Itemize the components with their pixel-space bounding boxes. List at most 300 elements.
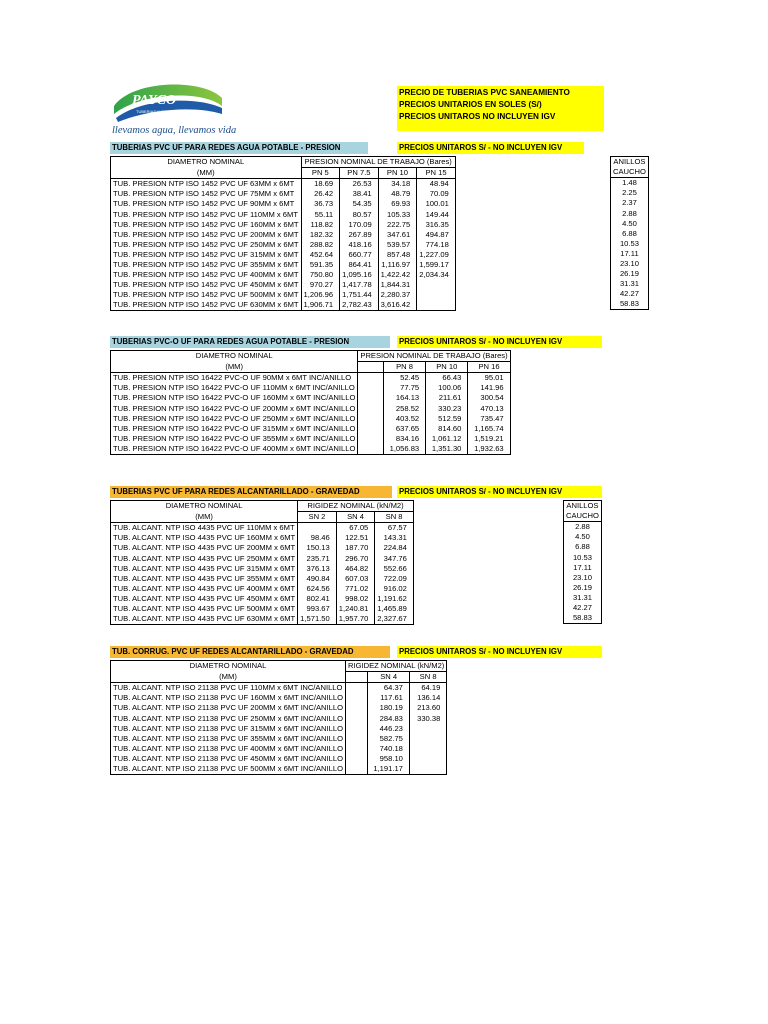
product-name: TUB. ALCANT. NTP ISO 21138 PVC UF 400MM x 6MT INC/ANILLO [111, 744, 346, 754]
price-cell: 582.75 [368, 734, 410, 744]
price-cell [358, 444, 384, 455]
price-cell [346, 703, 368, 713]
price-cell [346, 764, 368, 775]
table-row [111, 523, 414, 534]
price-cell: 376.13 [298, 564, 337, 574]
table-row [111, 403, 511, 413]
column-header: SN 4 [336, 512, 375, 523]
product-name: TUB. PRESION NTP ISO 1452 PVC UF 63MM x 6MT [111, 179, 302, 190]
price-note: PRECIOS UNITAROS S/ - NO INCLUYEN IGV [397, 142, 584, 154]
table-row [611, 239, 649, 249]
section-title: TUBERIAS PVC UF PARA REDES ALCANTARILLADO - GRAVEDAD [110, 486, 392, 498]
price-cell: 1,751.44 [340, 290, 379, 300]
price-cell: 750.80 [301, 270, 340, 280]
price-cell [358, 383, 384, 393]
table-row [564, 542, 602, 552]
price-cell: 316.35 [417, 220, 456, 230]
table-row [564, 583, 602, 593]
price-cell: 464.82 [336, 564, 375, 574]
price-cell: 993.67 [298, 604, 337, 614]
column-header: PN 8 [383, 362, 425, 373]
table-row [111, 393, 511, 403]
price-cell: 258.52 [383, 403, 425, 413]
table-row [611, 259, 649, 269]
price-cell: 916.02 [375, 584, 414, 594]
table-row [111, 250, 456, 260]
table-row [111, 543, 414, 553]
mm-header: (MM) [111, 362, 358, 373]
anillo-price-cell: 42.27 [564, 603, 602, 613]
price-cell: 70.09 [417, 189, 456, 199]
logo-subtext: TUBERIAS Y CONEXIONES [136, 109, 188, 114]
price-cell: 2,034.34 [417, 270, 456, 280]
column-header: PN 10 [378, 168, 417, 179]
product-name: TUB. PRESION NTP ISO 16422 PVC-O UF 90MM x 6MT INC/ANILLO [111, 373, 358, 384]
product-name: TUB. PRESION NTP ISO 1452 PVC UF 355MM x 6MT [111, 260, 302, 270]
price-cell: 1,165.74 [468, 424, 510, 434]
table-row [611, 249, 649, 259]
price-cell: 150.13 [298, 543, 337, 553]
price-table [110, 660, 447, 775]
anillo-price-cell: 23.10 [611, 259, 649, 269]
price-cell: 446.23 [368, 724, 410, 734]
product-name: TUB. ALCANT. NTP ISO 4435 PVC UF 630MM x 6MT [111, 614, 298, 625]
price-cell: 740.18 [368, 744, 410, 754]
price-cell: 1,906.71 [301, 300, 340, 311]
product-name: TUB. ALCANT. NTP ISO 21138 PVC UF 355MM x 6MT INC/ANILLO [111, 734, 346, 744]
caucho-label: CAUCHO [564, 511, 602, 522]
anillo-price-cell: 42.27 [611, 289, 649, 299]
anillo-price-cell: 17.11 [611, 249, 649, 259]
mm-header: (MM) [111, 512, 298, 523]
price-cell: 224.84 [375, 543, 414, 553]
price-cell: 330.38 [409, 713, 446, 723]
column-header: SN 8 [409, 672, 446, 683]
price-cell: 735.47 [468, 414, 510, 424]
table-row [111, 434, 511, 444]
price-cell: 118.82 [301, 220, 340, 230]
price-cell [346, 744, 368, 754]
table-row [611, 289, 649, 299]
table-row [111, 744, 447, 754]
price-cell: 1,227.09 [417, 250, 456, 260]
price-cell [417, 290, 456, 300]
column-header: SN 4 [368, 672, 410, 683]
price-cell [346, 683, 368, 694]
mm-header: (MM) [111, 168, 302, 179]
product-name: TUB. PRESION NTP ISO 16422 PVC-O UF 250MM x 6MT INC/ANILLO [111, 414, 358, 424]
price-cell [409, 764, 446, 775]
price-note: PRECIOS UNITAROS S/ - NO INCLUYEN IGV [397, 646, 602, 658]
table-row [611, 198, 649, 208]
price-cell: 330.23 [426, 403, 468, 413]
price-cell: 98.46 [298, 533, 337, 543]
product-name: TUB. PRESION NTP ISO 1452 PVC UF 90MM x 6MT [111, 199, 302, 209]
price-cell [346, 693, 368, 703]
price-cell: 403.52 [383, 414, 425, 424]
product-name: TUB. PRESION NTP ISO 1452 PVC UF 500MM x 6MT [111, 290, 302, 300]
price-cell: 958.10 [368, 754, 410, 764]
column-header: PN 7.5 [340, 168, 379, 179]
price-cell: 1,116.97 [378, 260, 417, 270]
price-cell: 100.06 [426, 383, 468, 393]
product-name: TUB. ALCANT. NTP ISO 4435 PVC UF 400MM x 6MT [111, 584, 298, 594]
table-row [111, 584, 414, 594]
anillo-price-cell: 2.37 [611, 198, 649, 208]
price-cell: 170.09 [340, 220, 379, 230]
price-cell: 637.65 [383, 424, 425, 434]
price-cell: 490.84 [298, 574, 337, 584]
price-cell: 1,056.83 [383, 444, 425, 455]
table-row [111, 703, 447, 713]
price-cell: 452.64 [301, 250, 340, 260]
column-header [358, 362, 384, 373]
price-cell: 3,616.42 [378, 300, 417, 311]
price-cell: 1,599.17 [417, 260, 456, 270]
table-row [611, 219, 649, 229]
price-cell: 814.60 [426, 424, 468, 434]
price-cell: 100.01 [417, 199, 456, 209]
price-cell: 552.66 [375, 564, 414, 574]
table-row [111, 209, 456, 219]
anillo-price-cell: 2.88 [611, 208, 649, 218]
price-cell: 1,844.31 [378, 280, 417, 290]
price-cell: 470.13 [468, 403, 510, 413]
header-line-2: PRECIOS UNITARIOS EN SOLES (S/) [399, 100, 542, 109]
anillo-price-cell: 4.50 [611, 219, 649, 229]
price-cell: 66.43 [426, 373, 468, 384]
price-cell: 267.89 [340, 230, 379, 240]
table-row [564, 603, 602, 613]
product-name: TUB. PRESION NTP ISO 1452 PVC UF 110MM x 6MT [111, 209, 302, 219]
product-name: TUB. ALCANT. NTP ISO 4435 PVC UF 315MM x 6MT [111, 564, 298, 574]
price-cell: 296.70 [336, 553, 375, 563]
product-name: TUB. ALCANT. NTP ISO 4435 PVC UF 200MM x 6MT [111, 543, 298, 553]
table-row [564, 573, 602, 583]
product-name: TUB. ALCANT. NTP ISO 4435 PVC UF 250MM x 6MT [111, 553, 298, 563]
payco-logo [112, 84, 224, 124]
product-name: TUB. PRESION NTP ISO 1452 PVC UF 400MM x 6MT [111, 270, 302, 280]
product-name: TUB. ALCANT. NTP ISO 21138 PVC UF 450MM x 6MT INC/ANILLO [111, 754, 346, 764]
table-row [111, 290, 456, 300]
group-header: PRESION NOMINAL DE TRABAJO (Bares) [301, 157, 455, 168]
price-cell [358, 414, 384, 424]
table-row [111, 300, 456, 311]
price-cell: 95.01 [468, 373, 510, 384]
group-header: RIGIDEZ NOMINAL (kN/M2) [346, 661, 447, 672]
group-header: PRESION NOMINAL DE TRABAJO (Bares) [358, 351, 510, 362]
product-name: TUB. ALCANT. NTP ISO 21138 PVC UF 110MM x 6MT INC/ANILLO [111, 683, 346, 694]
table-row [564, 593, 602, 603]
anillo-price-cell: 58.83 [611, 299, 649, 310]
price-cell: 55.11 [301, 209, 340, 219]
anillo-price-cell: 2.88 [564, 522, 602, 533]
price-cell: 18.69 [301, 179, 340, 190]
product-name: TUB. PRESION NTP ISO 1452 PVC UF 75MM x 6MT [111, 189, 302, 199]
price-cell: 182.32 [301, 230, 340, 240]
price-note: PRECIOS UNITAROS S/ - NO INCLUYEN IGV [397, 336, 602, 348]
price-cell: 141.96 [468, 383, 510, 393]
product-name: TUB. PRESION NTP ISO 16422 PVC-O UF 400MM x 6MT INC/ANILLO [111, 444, 358, 455]
price-cell [409, 724, 446, 734]
price-cell: 26.42 [301, 189, 340, 199]
product-name: TUB. PRESION NTP ISO 1452 PVC UF 250MM x 6MT [111, 240, 302, 250]
price-cell: 607.03 [336, 574, 375, 584]
section-title: TUB. CORRUG. PVC UF REDES ALCANTARILLADO - GRAVEDAD [110, 646, 390, 658]
anillo-price-cell: 6.88 [564, 542, 602, 552]
price-cell: 1,095.16 [340, 270, 379, 280]
price-table [110, 350, 511, 455]
price-cell: 1,061.12 [426, 434, 468, 444]
column-header [346, 672, 368, 683]
price-cell: 1,465.89 [375, 604, 414, 614]
anillo-price-cell: 4.50 [564, 532, 602, 542]
price-cell: 970.27 [301, 280, 340, 290]
price-cell: 164.13 [383, 393, 425, 403]
table-row [111, 683, 447, 694]
price-cell [409, 754, 446, 764]
product-name: TUB. PRESION NTP ISO 1452 PVC UF 630MM x 6MT [111, 300, 302, 311]
anillo-price-cell: 31.31 [564, 593, 602, 603]
product-name: TUB. PRESION NTP ISO 1452 PVC UF 450MM x 6MT [111, 280, 302, 290]
table-row [111, 270, 456, 280]
price-cell [346, 713, 368, 723]
price-cell: 1,957.70 [336, 614, 375, 625]
anillo-price-cell: 31.31 [611, 279, 649, 289]
price-cell: 34.18 [378, 179, 417, 190]
price-cell: 802.41 [298, 594, 337, 604]
table-row [111, 693, 447, 703]
table-row [111, 594, 414, 604]
price-cell: 122.51 [336, 533, 375, 543]
table-row [611, 269, 649, 279]
header-line-3: PRECIOS UNITAROS NO INCLUYEN IGV [399, 112, 556, 121]
price-cell: 1,206.96 [301, 290, 340, 300]
price-cell: 67.57 [375, 523, 414, 534]
anillo-price-cell: 26.19 [611, 269, 649, 279]
price-cell [358, 373, 384, 384]
caucho-label: CAUCHO [611, 167, 649, 178]
column-header: PN 10 [426, 362, 468, 373]
price-cell: 1,932.63 [468, 444, 510, 455]
price-cell: 105.33 [378, 209, 417, 219]
product-name: TUB. ALCANT. NTP ISO 21138 PVC UF 160MM x 6MT INC/ANILLO [111, 693, 346, 703]
table-row [111, 604, 414, 614]
table-row [111, 533, 414, 543]
price-cell: 26.53 [340, 179, 379, 190]
product-name: TUB. PRESION NTP ISO 16422 PVC-O UF 355MM x 6MT INC/ANILLO [111, 434, 358, 444]
price-cell [346, 754, 368, 764]
table-row [111, 424, 511, 434]
price-cell: 187.70 [336, 543, 375, 553]
price-cell: 284.83 [368, 713, 410, 723]
section-title: TUBERIAS PVC-O UF PARA REDES AGUA POTABLE - PRESION [110, 336, 390, 348]
table-row [111, 280, 456, 290]
price-cell [358, 393, 384, 403]
group-header: RIGIDEZ NOMINAL (kN/M2) [298, 501, 414, 512]
price-cell: 1,240.81 [336, 604, 375, 614]
table-row [111, 179, 456, 190]
section-title: TUBERIAS PVC UF PARA REDES AGUA POTABLE - PRESION [110, 142, 368, 154]
table-row [111, 230, 456, 240]
table-row [611, 188, 649, 198]
price-cell: 213.60 [409, 703, 446, 713]
product-name: TUB. ALCANT. NTP ISO 21138 PVC UF 315MM x 6MT INC/ANILLO [111, 724, 346, 734]
price-cell [409, 734, 446, 744]
price-cell: 52.45 [383, 373, 425, 384]
table-row [111, 713, 447, 723]
price-cell: 834.16 [383, 434, 425, 444]
price-cell: 771.02 [336, 584, 375, 594]
anillos-caucho-table [610, 156, 649, 310]
column-header: SN 8 [375, 512, 414, 523]
price-cell: 54.35 [340, 199, 379, 209]
price-cell [346, 724, 368, 734]
table-row [111, 414, 511, 424]
table-row [111, 734, 447, 744]
price-cell: 1,351.30 [426, 444, 468, 455]
price-cell: 864.41 [340, 260, 379, 270]
price-cell: 857.48 [378, 250, 417, 260]
price-cell: 494.87 [417, 230, 456, 240]
price-cell: 347.76 [375, 553, 414, 563]
price-cell: 117.61 [368, 693, 410, 703]
product-name: TUB. PRESION NTP ISO 16422 PVC-O UF 160MM x 6MT INC/ANILLO [111, 393, 358, 403]
price-cell: 2,327.67 [375, 614, 414, 625]
header-box [397, 86, 604, 131]
table-row [564, 613, 602, 624]
price-cell [298, 523, 337, 534]
price-cell: 64.37 [368, 683, 410, 694]
price-cell: 512.59 [426, 414, 468, 424]
price-cell: 143.31 [375, 533, 414, 543]
table-row [111, 260, 456, 270]
table-row [611, 208, 649, 218]
logo-text: PAYCO [132, 93, 177, 108]
price-cell [417, 300, 456, 311]
price-table [110, 500, 414, 625]
price-cell: 235.71 [298, 553, 337, 563]
price-table [110, 156, 456, 311]
price-cell: 64.19 [409, 683, 446, 694]
price-cell: 222.75 [378, 220, 417, 230]
anillo-price-cell: 10.53 [611, 239, 649, 249]
price-cell: 539.57 [378, 240, 417, 250]
price-cell [358, 434, 384, 444]
price-cell: 1,422.42 [378, 270, 417, 280]
column-header: PN 15 [417, 168, 456, 179]
column-header: PN 16 [468, 362, 510, 373]
anillo-price-cell: 6.88 [611, 229, 649, 239]
price-cell: 288.82 [301, 240, 340, 250]
product-name: TUB. ALCANT. NTP ISO 4435 PVC UF 500MM x 6MT [111, 604, 298, 614]
price-cell: 998.02 [336, 594, 375, 604]
table-row [611, 299, 649, 310]
table-row [111, 553, 414, 563]
table-row [611, 229, 649, 239]
price-cell: 136.14 [409, 693, 446, 703]
product-name: TUB. ALCANT. NTP ISO 4435 PVC UF 355MM x 6MT [111, 574, 298, 584]
table-row [111, 220, 456, 230]
table-row [564, 522, 602, 533]
diametro-header: DIAMETRO NOMINAL [111, 351, 358, 362]
table-row [111, 383, 511, 393]
price-cell: 1,519.21 [468, 434, 510, 444]
anillos-label: ANILLOS [564, 501, 602, 512]
anillos-label: ANILLOS [611, 157, 649, 168]
table-row [611, 178, 649, 189]
product-name: TUB. PRESION NTP ISO 16422 PVC-O UF 315MM x 6MT INC/ANILLO [111, 424, 358, 434]
tagline: llevamos agua, llevamos vida [112, 125, 237, 136]
table-row [111, 564, 414, 574]
price-cell: 38.41 [340, 189, 379, 199]
price-cell: 660.77 [340, 250, 379, 260]
price-cell: 300.54 [468, 393, 510, 403]
table-row [564, 552, 602, 562]
price-cell: 77.75 [383, 383, 425, 393]
price-cell: 1,571.50 [298, 614, 337, 625]
product-name: TUB. ALCANT. NTP ISO 4435 PVC UF 450MM x 6MT [111, 594, 298, 604]
product-name: TUB. PRESION NTP ISO 1452 PVC UF 160MM x 6MT [111, 220, 302, 230]
table-row [111, 724, 447, 734]
anillo-price-cell: 26.19 [564, 583, 602, 593]
anillos-caucho-table [563, 500, 602, 624]
product-name: TUB. ALCANT. NTP ISO 21138 PVC UF 250MM x 6MT INC/ANILLO [111, 713, 346, 723]
table-row [111, 614, 414, 625]
price-cell: 418.16 [340, 240, 379, 250]
anillo-price-cell: 1.48 [611, 178, 649, 189]
table-row [111, 444, 511, 455]
product-name: TUB. ALCANT. NTP ISO 21138 PVC UF 200MM x 6MT INC/ANILLO [111, 703, 346, 713]
mm-header: (MM) [111, 672, 346, 683]
price-cell: 722.09 [375, 574, 414, 584]
price-cell: 347.61 [378, 230, 417, 240]
product-name: TUB. PRESION NTP ISO 16422 PVC-O UF 200MM x 6MT INC/ANILLO [111, 403, 358, 413]
table-row [111, 574, 414, 584]
price-cell [358, 403, 384, 413]
table-row [111, 199, 456, 209]
price-cell: 774.18 [417, 240, 456, 250]
price-note: PRECIOS UNITAROS S/ - NO INCLUYEN IGV [397, 486, 602, 498]
product-name: TUB. PRESION NTP ISO 1452 PVC UF 200MM x 6MT [111, 230, 302, 240]
price-cell: 180.19 [368, 703, 410, 713]
price-cell: 624.56 [298, 584, 337, 594]
product-name: TUB. PRESION NTP ISO 1452 PVC UF 315MM x 6MT [111, 250, 302, 260]
product-name: TUB. ALCANT. NTP ISO 4435 PVC UF 110MM x 6MT [111, 523, 298, 534]
price-cell: 2,782.43 [340, 300, 379, 311]
header-line-1: PRECIO DE TUBERIAS PVC SANEAMIENTO [399, 88, 570, 97]
price-cell [409, 744, 446, 754]
price-cell: 591.35 [301, 260, 340, 270]
table-row [111, 240, 456, 250]
table-row [564, 532, 602, 542]
price-cell: 48.79 [378, 189, 417, 199]
anillo-price-cell: 23.10 [564, 573, 602, 583]
anillo-price-cell: 17.11 [564, 563, 602, 573]
anillo-price-cell: 58.83 [564, 613, 602, 624]
product-name: TUB. ALCANT. NTP ISO 21138 PVC UF 500MM x 6MT INC/ANILLO [111, 764, 346, 775]
table-row [111, 754, 447, 764]
table-row [111, 373, 511, 384]
table-row [111, 764, 447, 775]
product-name: TUB. PRESION NTP ISO 16422 PVC-O UF 110MM x 6MT INC/ANILLO [111, 383, 358, 393]
anillo-price-cell: 2.25 [611, 188, 649, 198]
price-cell [358, 424, 384, 434]
price-cell: 149.44 [417, 209, 456, 219]
diametro-header: DIAMETRO NOMINAL [111, 661, 346, 672]
price-cell: 67.05 [336, 523, 375, 534]
price-cell: 211.61 [426, 393, 468, 403]
